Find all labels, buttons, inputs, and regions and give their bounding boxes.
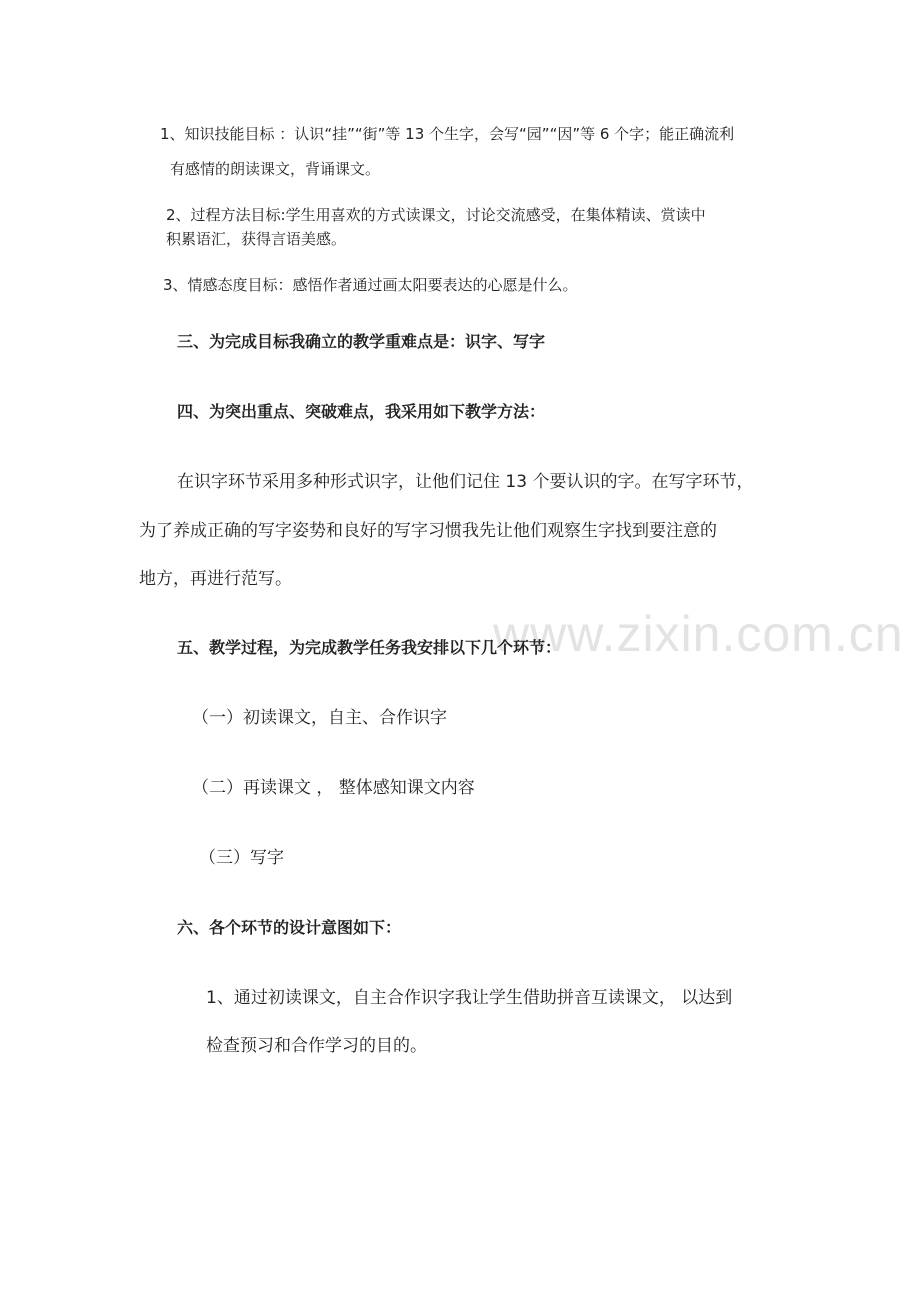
design-heading: 六、各个环节的设计意图如下： bbox=[177, 918, 402, 937]
objective-knowledge-line1: 1、知识技能目标 ：认识“挂”“街”等 13 个生字，会写“园”“因”等 6 个字；能正确流利 bbox=[160, 125, 735, 143]
objective-emotion-line: 3、情感态度目标：感悟作者通过画太阳要表达的心愿是什么。 bbox=[163, 276, 578, 294]
methods-heading: 四、为突出重点、突破难点，我采用如下教学方法： bbox=[177, 402, 546, 421]
methods-paragraph-line3: 地方，再进行范写。 bbox=[139, 569, 292, 589]
step-one: （一）初读课文，自主、合作识字 bbox=[192, 708, 447, 728]
key-points-heading: 三、为完成目标我确立的教学重难点是：识字、写字 bbox=[177, 332, 546, 351]
methods-paragraph-line1: 在识字环节采用多种形式识字，让他们记住 13 个要认识的字。在写字环节， bbox=[177, 472, 754, 492]
step-three: （三）写字 bbox=[199, 848, 284, 868]
objective-knowledge-line2: 有感情的朗读课文，背诵课文。 bbox=[170, 160, 381, 178]
step-two: （二）再读课文 ， 整体感知课文内容 bbox=[192, 778, 475, 798]
design-paragraph-line1: 1、通过初读课文，自主合作识字我让学生借助拼音互读课文， 以达到 bbox=[206, 988, 733, 1008]
watermark: www.zixin.com.cn bbox=[493, 606, 904, 662]
objective-process-line1: 2、过程方法目标:学生用喜欢的方式读课文，讨论交流感受，在集体精读、赏读中 bbox=[166, 206, 706, 224]
objective-process-line2: 积累语汇，获得言语美感。 bbox=[166, 230, 347, 248]
methods-paragraph-line2: 为了养成正确的写字姿势和良好的写字习惯我先让他们观察生字找到要注意的 bbox=[139, 521, 717, 541]
process-heading: 五、教学过程，为完成教学任务我安排以下几个环节： bbox=[177, 638, 562, 657]
design-paragraph-line2: 检查预习和合作学习的目的。 bbox=[206, 1036, 427, 1056]
